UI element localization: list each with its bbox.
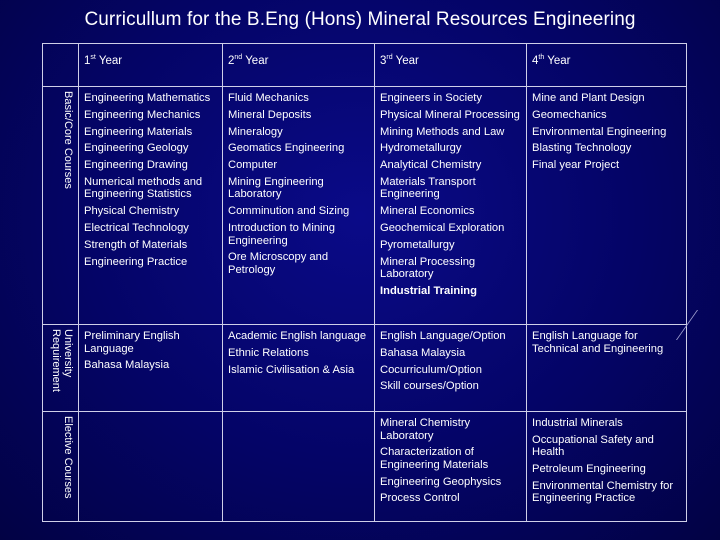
- year-header-row: [43, 44, 687, 87]
- curriculum-table: [42, 43, 687, 522]
- course-item: Engineering Practice: [84, 255, 188, 268]
- course-item: Strength of Materials: [84, 238, 188, 251]
- course-item: Engineering Materials: [84, 125, 193, 138]
- year-2-header: 2nd Year: [223, 44, 375, 87]
- elective-year-3-cell: [375, 412, 527, 522]
- course-item: Final year Project: [532, 159, 620, 172]
- core-courses-row: [43, 87, 687, 325]
- slide-title: Curricullum for the B.Eng (Hons) Mineral Resources Engineering: [84, 9, 636, 30]
- course-item: English Language/Option: [380, 330, 506, 342]
- elective-courses-row: [43, 412, 687, 522]
- course-item: Petroleum Engineering: [532, 463, 646, 476]
- row-label-university: University Requirement: [43, 325, 79, 412]
- course-item: Physical Chemistry: [84, 205, 180, 218]
- course-item: Mineral Processing Laboratory: [380, 255, 476, 281]
- course-item: Engineering Geology: [84, 142, 189, 155]
- course-item: Engineering Mechanics: [84, 108, 201, 121]
- course-item: Environmental Engineering: [532, 125, 667, 138]
- university-year-2-cell: [223, 325, 375, 412]
- course-item: Skill courses/Option: [380, 380, 479, 393]
- course-item: Preliminary English Language: [84, 330, 180, 355]
- course-item: Process Control: [380, 492, 460, 505]
- course-item: Electrical Technology: [84, 222, 189, 235]
- course-item: Engineering Drawing: [84, 159, 188, 172]
- course-item: Mining Engineering Laboratory: [228, 175, 324, 201]
- course-item: Fluid Mechanics: [228, 92, 309, 104]
- course-item: Computer: [228, 159, 278, 172]
- course-item: Mining Methods and Law: [380, 125, 505, 138]
- course-item: Islamic Civilisation & Asia: [228, 363, 355, 376]
- course-item: Physical Mineral Processing: [380, 108, 520, 121]
- course-item: Mineral Economics: [380, 205, 475, 218]
- course-item: Mine and Plant Design: [532, 92, 645, 104]
- course-item: Mineral Chemistry Laboratory: [380, 417, 471, 442]
- university-requirement-row: [43, 325, 687, 412]
- elective-year-2-cell: [223, 412, 375, 522]
- course-item: Academic English language: [228, 330, 367, 342]
- year-3-header: 3rd Year: [375, 44, 527, 87]
- course-item: Materials Transport Engineering: [380, 175, 476, 201]
- core-year-3-cell: [375, 87, 527, 325]
- course-item: Environmental Chemistry for Engineering Practice: [532, 479, 674, 505]
- elective-year-1-cell: [79, 412, 223, 522]
- course-item: Bahasa Malaysia: [84, 359, 170, 372]
- course-item: Occupational Safety and Health: [532, 433, 654, 459]
- course-item: Engineering Geophysics: [380, 475, 502, 488]
- course-item: Blasting Technology: [532, 142, 632, 155]
- course-item: Introduction to Mining Engineering: [228, 222, 335, 247]
- row-label-elective: Elective Courses: [43, 412, 79, 522]
- course-item: Hydrometallurgy: [380, 142, 462, 155]
- course-item: Geomatics Engineering: [228, 142, 345, 155]
- course-item: Comminution and Sizing: [228, 205, 350, 218]
- course-item: Bahasa Malaysia: [380, 346, 466, 359]
- year-4-header: 4th Year: [527, 44, 687, 87]
- core-year-1-cell: [79, 87, 223, 325]
- course-item: English Language for Technical and Engineering: [532, 330, 664, 355]
- core-year-2-cell: [223, 87, 375, 325]
- course-item: Pyrometallurgy: [380, 238, 455, 251]
- course-item: Numerical methods and Engineering Statistics: [84, 175, 203, 201]
- course-item: Industrial Minerals: [532, 417, 623, 429]
- course-item: Ore Microscopy and Petrology: [228, 251, 329, 276]
- course-item: Engineers in Society: [380, 92, 482, 104]
- course-item: Geochemical Exploration: [380, 222, 505, 235]
- university-year-4-cell: [527, 325, 687, 412]
- elective-year-4-cell: [527, 412, 687, 522]
- course-item: Characterization of Engineering Materials: [380, 446, 489, 471]
- university-year-3-cell: [375, 325, 527, 412]
- university-year-1-cell: [79, 325, 223, 412]
- course-item: Industrial Training: [380, 284, 477, 297]
- course-item: Geomechanics: [532, 108, 607, 121]
- course-item: Mineralogy: [228, 125, 283, 138]
- course-item: Cocurriculum/Option: [380, 363, 482, 376]
- corner-cell: [43, 44, 79, 87]
- year-1-header: 1st Year: [79, 44, 223, 87]
- course-item: Mineral Deposits: [228, 108, 312, 121]
- course-item: Analytical Chemistry: [380, 159, 482, 172]
- row-label-core: Basic/Core Courses: [43, 87, 79, 325]
- course-item: Ethnic Relations: [228, 346, 309, 359]
- core-year-4-cell: [527, 87, 687, 325]
- course-item: Engineering Mathematics: [84, 92, 211, 104]
